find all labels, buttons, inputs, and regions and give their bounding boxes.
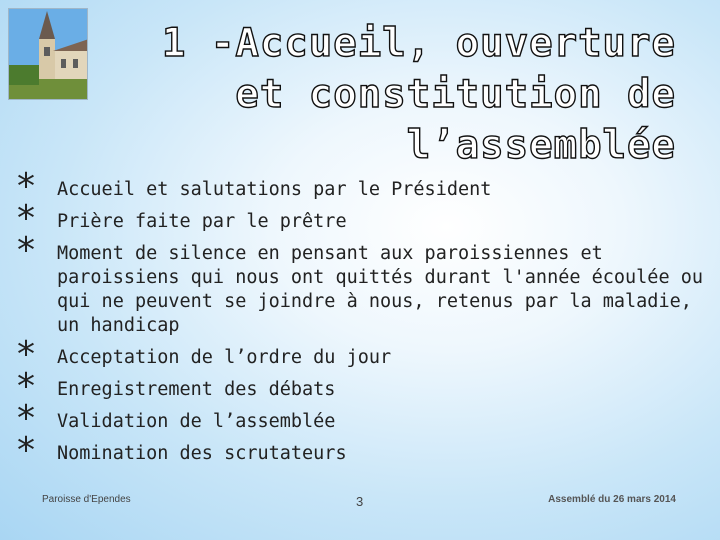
bullet-item: * Prière faite par le prêtre — [17, 198, 347, 239]
slide-title: 1 -Accueil, ouverture et constitution de l’assemblée — [161, 21, 676, 168]
footer-organization: Paroisse d'Ependes — [42, 494, 131, 505]
footer-date: Assemblé du 26 mars 2014 — [548, 494, 676, 505]
asterisk-icon: * — [17, 166, 35, 207]
asterisk-icon: * — [17, 366, 35, 407]
asterisk-icon: * — [17, 230, 35, 271]
asterisk-icon: * — [17, 430, 35, 471]
asterisk-icon: * — [17, 198, 35, 239]
bullet-item: * Acceptation de l’ordre du jour — [17, 334, 392, 375]
bullet-list — [17, 166, 707, 474]
bullet-item: * Moment de silence en pensant aux paroissiennes et paroissiens qui nous ont quittés durant l'année écoulée ou qui ne peuvent se joindre à nous, retenus par la maladie, un handicap — [17, 230, 704, 336]
bullet-item: * Nomination des scrutateurs — [17, 430, 347, 471]
bullet-item: * Accueil et salutations par le Président — [17, 166, 492, 207]
bullet-item: * Enregistrement des débats — [17, 366, 336, 407]
asterisk-icon: * — [17, 398, 35, 439]
bullet-item: * Validation de l’assemblée — [17, 398, 336, 439]
church-photo — [8, 8, 88, 100]
page-number: 3 — [356, 494, 364, 509]
asterisk-icon: * — [17, 334, 35, 375]
